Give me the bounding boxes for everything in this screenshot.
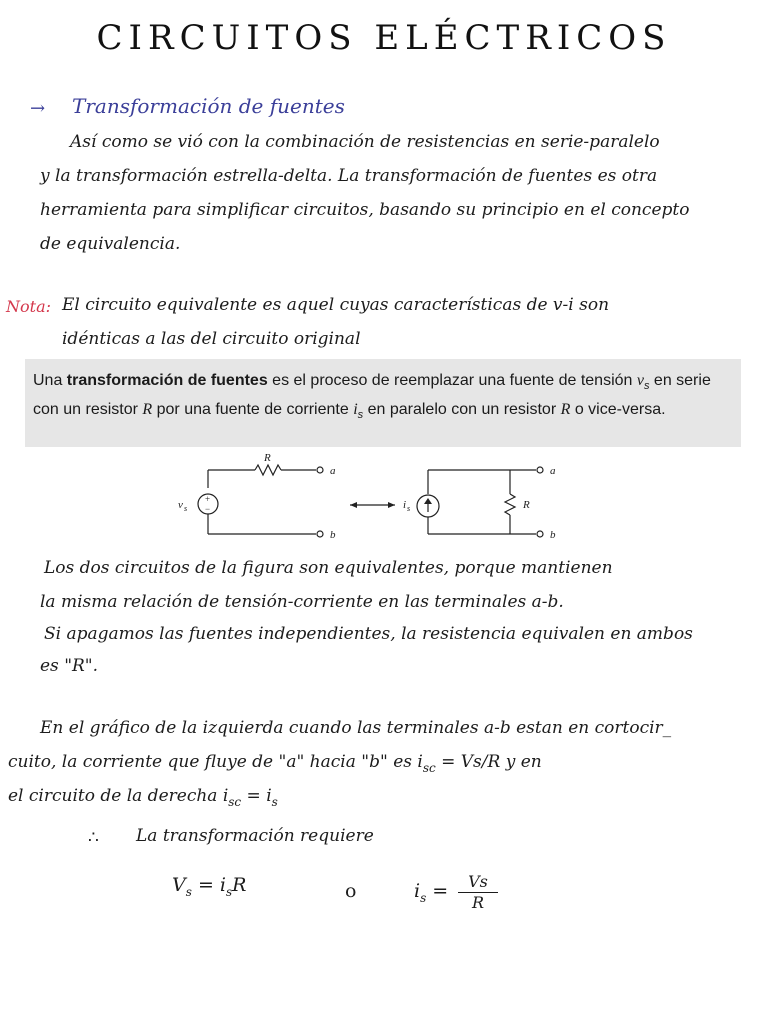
right-terminal-b-label: b: [550, 529, 556, 541]
left-terminal-a: [317, 467, 323, 473]
explanation-line-2: la misma relación de tensión-corriente en las terminales a-b.: [40, 592, 564, 612]
explanation-line-4: es "R".: [40, 656, 99, 676]
minus-sign: −: [205, 504, 211, 514]
formula-or: o: [345, 880, 357, 902]
source-transformation-diagram: [160, 450, 580, 550]
right-source-sub: s: [407, 504, 411, 513]
intro-line-3: herramienta para simplificar circuitos, basando su principio en el concepto: [40, 200, 690, 220]
left-terminal-a-label: a: [330, 465, 336, 477]
plus-sign: +: [205, 494, 211, 504]
fraction-numerator: Vs: [468, 872, 488, 891]
formula-vs: $V_s = i_sR$: [172, 874, 247, 899]
right-source-label: i: [403, 499, 407, 511]
right-resistor: [505, 494, 515, 515]
left-terminal-b: [317, 531, 323, 537]
nota-line-2: idénticas a las del circuito original: [62, 329, 361, 349]
formula-is: $i_s$ =: [414, 880, 449, 905]
right-terminal-b: [537, 531, 543, 537]
left-terminal-b-label: b: [330, 529, 336, 541]
intro-line-1: Así como se vió con la combinación de resistencias en serie-paralelo: [70, 132, 660, 152]
right-terminal-a: [537, 467, 543, 473]
left-resistor-label: R: [264, 452, 271, 464]
right-terminal-a-label: a: [550, 465, 556, 477]
page-title: CIRCUITOS ELÉCTRICOS: [96, 18, 672, 58]
explanation-line-1: Los dos circuitos de la figura son equivalentes, porque mantienen: [44, 558, 613, 578]
shortcircuit-line-3: el circuito de la derecha $i_{sc} = i_s$: [8, 786, 278, 809]
left-resistor: [255, 465, 281, 475]
definition-box: [25, 359, 741, 447]
nota-label: Nota:: [6, 297, 51, 316]
intro-line-2: y la transformación estrella-delta. La transformación de fuentes es otra: [40, 166, 658, 186]
arrow-right-icon: →: [30, 98, 46, 119]
right-resistor-label: R: [523, 499, 530, 511]
definition-text: Una transformación de fuentes es el proceso de reemplazar una fuente de tensión $v_s$ en serie con un resistor R por una fuente de corriente $i_s$ en paralelo con un resistor R o vice-versa.: [33, 372, 711, 422]
formula-fraction: [458, 872, 498, 912]
therefore-symbol: ∴: [88, 828, 99, 848]
conclusion-text: La transformación requiere: [136, 826, 374, 846]
left-source-label: v: [178, 499, 183, 511]
fraction-denominator: R: [458, 892, 498, 912]
explanation-line-3: Si apagamos las fuentes independientes, la resistencia equivalen en ambos: [44, 624, 693, 644]
left-source-sub: s: [184, 504, 188, 513]
shortcircuit-line-1: En el gráfico de la izquierda cuando las terminales a-b estan en cortocir_: [40, 718, 672, 738]
intro-line-4: de equivalencia.: [40, 234, 181, 254]
shortcircuit-line-2: cuito, la corriente que fluye de "a" hacia "b" es $i_{sc} = Vs/R$ y en: [8, 752, 542, 775]
nota-line-1: El circuito equivalente es aquel cuyas características de v-i son: [62, 295, 610, 315]
section-heading: Transformación de fuentes: [72, 94, 345, 118]
